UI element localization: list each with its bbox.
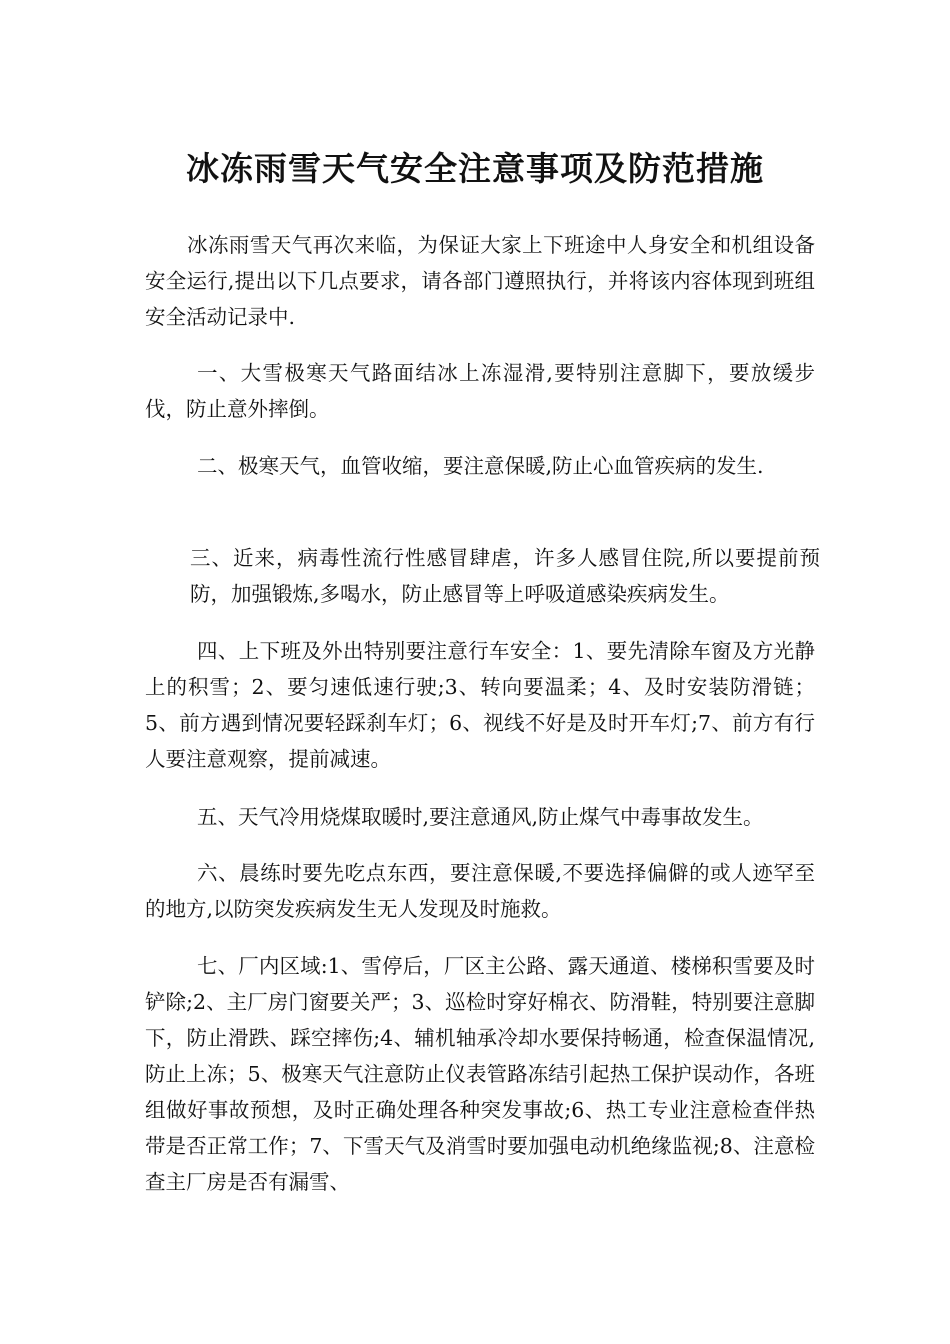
item-4-paragraph: 四、上下班及外出特别要注意行车安全：1、要先清除车窗及方光静上的积雪；2、要匀速低速行驶;3、转向要温柔；4、及时安装防滑链；5、前方遇到情况要轻踩刹车灯；6、视线不好是及时开车灯;7、前方有行人要注意观察，提前减速。 xyxy=(145,639,815,771)
item-6-paragraph: 六、晨练时要先吃点东西，要注意保暖,不要选择偏僻的或人迹罕至的地方,以防突发疾病发生无人发现及时施救。 xyxy=(145,861,815,921)
item-3-paragraph: 三、近来，病毒性流行性感冒肆虐，许多人感冒住院,所以要提前预防，加强锻炼,多喝水，防止感冒等上呼吸道感染疾病发生。 xyxy=(190,546,820,606)
item-7-paragraph: 七、厂内区域:1、雪停后，厂区主公路、露天通道、楼梯积雪要及时铲除;2、主厂房门窗要关严；3、巡检时穿好棉衣、防滑鞋，特别要注意脚下，防止滑跌、踩空摔伤;4、辅机轴承冷却水要保持畅通，检查保温情况,防止上冻；5、极寒天气注意防止仪表管路冻结引起热工保护误动作，各班组做好事故预想，及时正确处理各种突发事故;6、热工专业注意检查伴热带是否正常工作；7、下雪天气及消雪时要加强电动机绝缘监视;8、注意检查主厂房是否有漏雪、 xyxy=(145,954,815,1194)
item-2-paragraph: 二、极寒天气，血管收缩，要注意保暖,防止心血管疾病的发生. xyxy=(197,454,764,478)
intro-paragraph: 冰冻雨雪天气再次来临，为保证大家上下班途中人身安全和机组设备安全运行,提出以下几点要求，请各部门遵照执行，并将该内容体现到班组安全活动记录中. xyxy=(145,233,815,329)
document-title: 冰冻雨雪天气安全注意事项及防范措施 xyxy=(186,149,764,188)
item-5-paragraph: 五、天气冷用烧煤取暖时,要注意通风,防止煤气中毒事故发生。 xyxy=(197,805,764,829)
item-1-paragraph: 一、大雪极寒天气路面结冰上冻湿滑,要特别注意脚下，要放缓步伐，防止意外摔倒。 xyxy=(145,361,815,421)
